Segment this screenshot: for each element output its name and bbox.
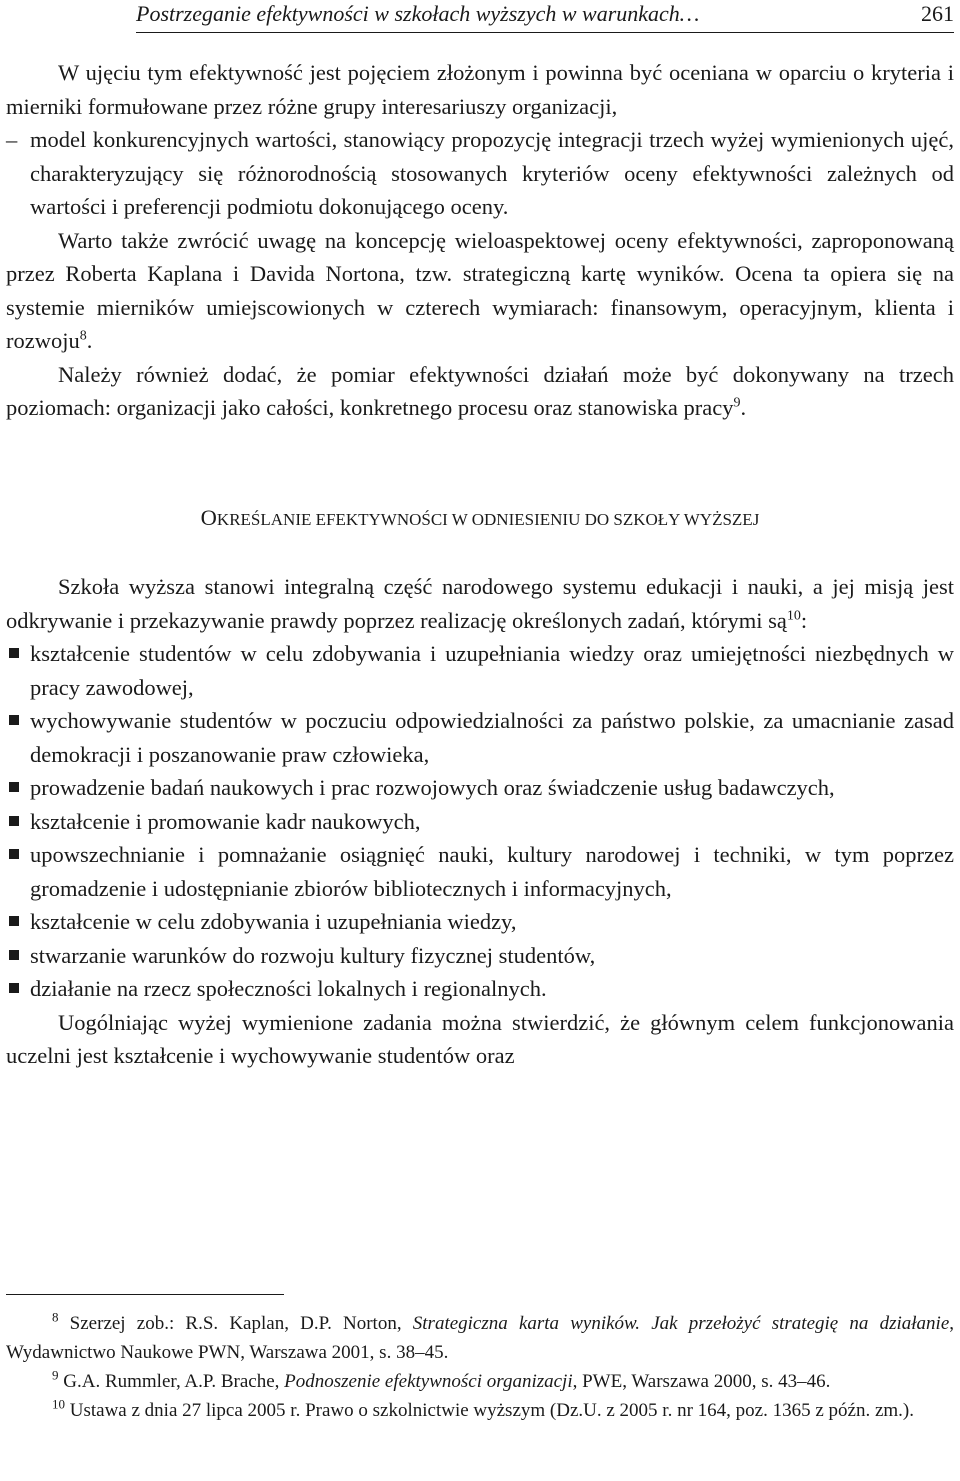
square-bullet-icon bbox=[9, 715, 19, 725]
paragraph-1 bbox=[6, 56, 954, 123]
paragraph-4-text: Należy również dodać, że pomiar efektywności działań może być dokonywany na trzech poziomach: organizacji jako całości, konkretnego procesu oraz stanowiska pracy bbox=[6, 361, 954, 420]
list-item-text: wychowywanie studentów w poczuciu odpowiedzialności za państwo polskie, za umacnianie zasad demokracji i poszanowanie praw człowieka, bbox=[30, 708, 954, 767]
section-intro-end: : bbox=[800, 607, 808, 633]
footnote-text: Szerzej zob.: R.S. Kaplan, D.P. Norton, bbox=[58, 1313, 413, 1334]
footnote-ref-10[interactable]: 10 bbox=[786, 608, 801, 623]
footnote-text: G.A. Rummler, A.P. Brache, bbox=[58, 1371, 285, 1392]
section-intro-text: Szkoła wyższa stanowi integralną część narodowego systemu edukacji i nauki, a jej misją jest odkrywanie i przekazywanie prawdy poprzez realizację określonych zadań, którymi są bbox=[6, 574, 954, 633]
footnote-number: 8 bbox=[52, 1309, 59, 1325]
footnote-number: 9 bbox=[52, 1367, 59, 1383]
list-item-text: upowszechnianie i pomnażanie osiągnięć nauki, kultury narodowej i techniki, w tym poprzez gromadzenie i udostępnianie zbiorów bibliotecznych i informacyjnych, bbox=[30, 842, 954, 901]
list-item-text: kształcenie studentów w celu zdobywania i uzupełniania wiedzy oraz umiejętności niezbędnych w pracy zawodowej, bbox=[30, 641, 954, 700]
footnote-10 bbox=[6, 1396, 954, 1425]
list-item-text: działanie na rzecz społeczności lokalnych i regionalnych. bbox=[30, 976, 547, 1001]
square-bullet-icon bbox=[9, 916, 19, 926]
footnote-8 bbox=[6, 1309, 954, 1367]
dash-item-text: model konkurencyjnych wartości, stanowiący propozycję integracji trzech wyżej wymienionych ujęć, charakteryzujący się różnorodnością stosowanych kryteriów oceny efektywności zależnych od wartości i preferencji podmiotu dokonującego oceny. bbox=[30, 127, 954, 219]
footnotes bbox=[6, 1309, 954, 1425]
list-item bbox=[6, 939, 954, 973]
body-text bbox=[6, 56, 954, 1073]
footnote-9 bbox=[6, 1367, 954, 1396]
list-item bbox=[6, 704, 954, 771]
square-bullet-icon bbox=[9, 648, 19, 658]
list-item bbox=[6, 905, 954, 939]
closing-paragraph bbox=[6, 1006, 954, 1073]
list-item bbox=[6, 771, 954, 805]
square-bullet-icon bbox=[9, 782, 19, 792]
list-item-text: kształcenie w celu zdobywania i uzupełniania wiedzy, bbox=[30, 909, 517, 934]
square-bullet-icon bbox=[9, 816, 19, 826]
footnote-number: 10 bbox=[52, 1396, 65, 1412]
dash-item bbox=[6, 123, 954, 224]
page-number: 261 bbox=[921, 1, 954, 26]
paragraph-4 bbox=[6, 358, 954, 425]
section-heading-text: KREŚLANIE EFEKTYWNOŚCI W ODNIESIENIU DO SZKOŁY WYŻSZEJ bbox=[216, 509, 760, 529]
square-bullet-icon bbox=[9, 983, 19, 993]
list-item-text: stwarzanie warunków do rozwoju kultury fizycznej studentów, bbox=[30, 942, 596, 968]
list-item-text: prowadzenie badań naukowych i prac rozwojowych oraz świadczenie usług badawczych, bbox=[30, 775, 835, 800]
running-header bbox=[136, 2, 954, 26]
list-item bbox=[6, 637, 954, 704]
running-header-title: Postrzeganie efektywności w szkołach wyższych w warunkach… bbox=[136, 1, 700, 26]
square-bullet-icon bbox=[9, 849, 19, 859]
list-item bbox=[6, 838, 954, 905]
paragraph-3-text: Warto także zwrócić uwagę na koncepcję wieloaspektowej oceny efektywności, zaproponowaną przez Roberta Kaplana i Davida Nortona, tzw. strategiczną kartę wyników. Ocena ta opiera się na systemie mierników umiejscowionych w czterech wymiarach: finansowym, operacyjnym, klienta i rozwoju bbox=[6, 227, 954, 353]
list-item-text: kształcenie i promowanie kadr naukowych, bbox=[30, 808, 421, 834]
footnote-text: , Wydawnictwo Naukowe PWN, Warszawa 2001, s. 38–45. bbox=[6, 1313, 954, 1363]
footnote-rule bbox=[6, 1294, 284, 1295]
square-bullet-icon bbox=[9, 950, 19, 960]
paragraph-4-end: . bbox=[740, 395, 747, 420]
section-heading-initial: O bbox=[200, 504, 217, 530]
list-item bbox=[6, 972, 954, 1006]
footnote-ref-9[interactable]: 9 bbox=[733, 395, 741, 411]
footnote-text: , PWE, Warszawa 2000, s. 43–46. bbox=[572, 1371, 831, 1392]
footnote-ref-8[interactable]: 8 bbox=[79, 328, 87, 344]
header-rule bbox=[136, 32, 954, 33]
footnote-italic-title: Strategiczna karta wyników. Jak przełożyć strategię na działanie bbox=[412, 1313, 950, 1334]
section-intro bbox=[6, 570, 954, 637]
paragraph-3-end: . bbox=[86, 328, 93, 353]
section-heading bbox=[6, 501, 954, 537]
task-list bbox=[6, 637, 954, 1006]
list-item bbox=[6, 805, 954, 839]
paragraph-3 bbox=[6, 224, 954, 358]
closing-paragraph-text: Uogólniając wyżej wymienione zadania można stwierdzić, że głównym celem funkcjonowania uczelni jest kształcenie i wychowywanie studentów oraz bbox=[6, 1009, 954, 1068]
paragraph-1-text: W ujęciu tym efektywność jest pojęciem złożonym i powinna być oceniana w oparciu o kryteria i mierniki formułowane przez różne grupy interesariuszy organizacji, bbox=[6, 60, 954, 119]
dash-marker: – bbox=[6, 127, 18, 152]
footnote-italic-title: Podnoszenie efektywności organizacji bbox=[284, 1371, 573, 1392]
footnote-text: Ustawa z dnia 27 lipca 2005 r. Prawo o szkolnictwie wyższym (Dz.U. z 2005 r. nr 164, poz. 1365 z późn. zm.). bbox=[65, 1400, 914, 1421]
